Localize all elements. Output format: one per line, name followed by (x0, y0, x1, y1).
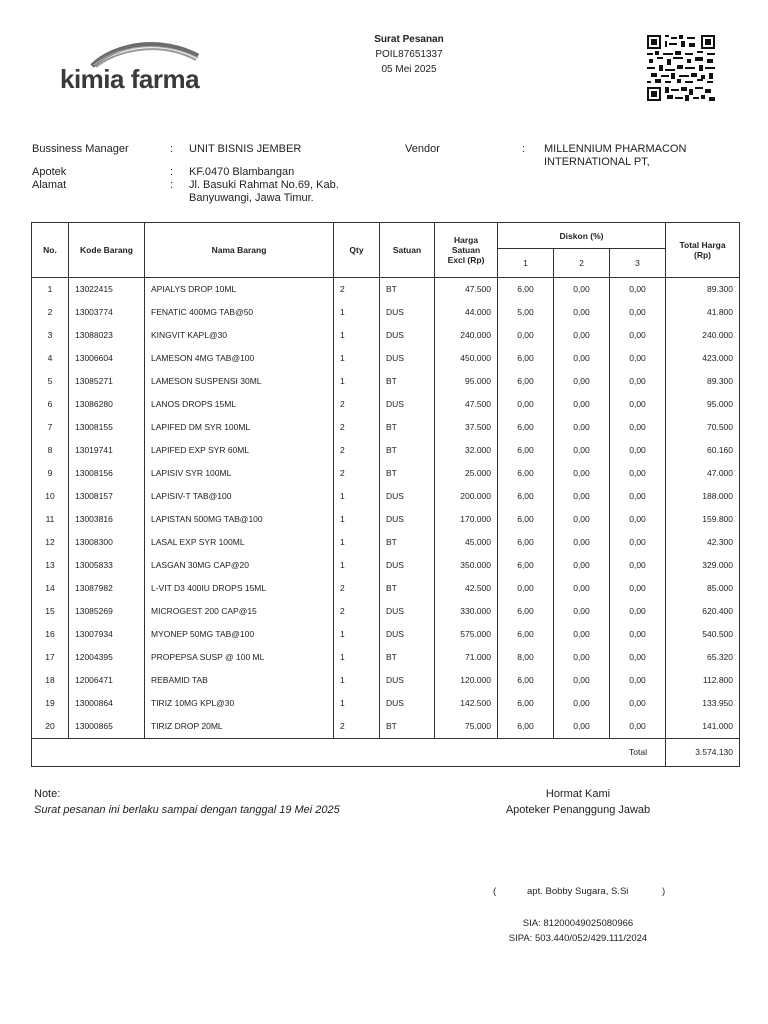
table-row (32, 646, 740, 669)
cell-harga: 170.000 (435, 508, 498, 531)
cell-no: 17 (32, 646, 69, 669)
cell-nama: LAPIFED EXP SYR 60ML (145, 439, 334, 462)
cell-kode: 12004395 (69, 646, 145, 669)
pharmacist-name: apt. Bobby Sugara, S.Si (527, 886, 629, 897)
table-row (32, 462, 740, 485)
cell-total: 540.500 (666, 623, 740, 646)
cell-total: 240.000 (666, 324, 740, 347)
cell-d1: 6,00 (498, 485, 554, 508)
cell-nama: MYONEP 50MG TAB@100 (145, 623, 334, 646)
cell-d1: 5,00 (498, 301, 554, 324)
cell-d2: 0,00 (554, 715, 610, 738)
cell-no: 4 (32, 347, 69, 370)
signature-section (478, 786, 678, 818)
cell-d1: 0,00 (498, 393, 554, 416)
cell-no: 9 (32, 462, 69, 485)
cell-d3: 0,00 (610, 600, 666, 623)
cell-d1: 0,00 (498, 324, 554, 347)
cell-d2: 0,00 (554, 531, 610, 554)
cell-total: 620.400 (666, 600, 740, 623)
cell-harga: 350.000 (435, 554, 498, 577)
cell-harga: 200.000 (435, 485, 498, 508)
cell-d3: 0,00 (610, 393, 666, 416)
cell-qty: 2 (334, 462, 380, 485)
cell-qty: 1 (334, 623, 380, 646)
cell-total: 47.000 (666, 462, 740, 485)
col-header-no: No. (32, 223, 69, 278)
cell-nama: APIALYS DROP 10ML (145, 278, 334, 301)
cell-d3: 0,00 (610, 301, 666, 324)
cell-qty: 1 (334, 646, 380, 669)
cell-satuan: DUS (380, 485, 435, 508)
cell-no: 15 (32, 600, 69, 623)
cell-harga: 37.500 (435, 416, 498, 439)
table-row (32, 439, 740, 462)
cell-satuan: DUS (380, 393, 435, 416)
colon: : (170, 166, 174, 178)
cell-d1: 6,00 (498, 623, 554, 646)
cell-satuan: DUS (380, 623, 435, 646)
cell-d2: 0,00 (554, 278, 610, 301)
cell-kode: 13022415 (69, 278, 145, 301)
total-label: Total (32, 738, 666, 766)
cell-nama: FENATIC 400MG TAB@50 (145, 301, 334, 324)
cell-qty: 1 (334, 301, 380, 324)
cell-no: 13 (32, 554, 69, 577)
cell-d2: 0,00 (554, 669, 610, 692)
cell-d2: 0,00 (554, 577, 610, 600)
cell-qty: 1 (334, 370, 380, 393)
cell-total: 42.300 (666, 531, 740, 554)
cell-nama: TIRIZ 10MG KPL@30 (145, 692, 334, 715)
cell-nama: LAMESON SUSPENSI 30ML (145, 370, 334, 393)
logo-text: kimia farma (60, 64, 200, 94)
cell-d1: 6,00 (498, 669, 554, 692)
col-header-harga: Harga Satuan Excl (Rp) (435, 223, 498, 278)
cell-d1: 6,00 (498, 462, 554, 485)
col-header-qty: Qty (334, 223, 380, 278)
cell-total: 423.000 (666, 347, 740, 370)
alamat-value: Jl. Basuki Rahmat No.69, Kab. Banyuwangi, Jawa Timur. (189, 179, 339, 204)
cell-satuan: DUS (380, 508, 435, 531)
cell-nama: L-VIT D3 400IU DROPS 15ML (145, 577, 334, 600)
cell-d1: 6,00 (498, 531, 554, 554)
cell-nama: LASAL EXP SYR 100ML (145, 531, 334, 554)
cell-satuan: DUS (380, 692, 435, 715)
apotek-label: Apotek (32, 166, 67, 178)
cell-d2: 0,00 (554, 508, 610, 531)
colon: : (522, 143, 526, 155)
cell-nama: LAMESON 4MG TAB@100 (145, 347, 334, 370)
table-row (32, 485, 740, 508)
cell-harga: 142.500 (435, 692, 498, 715)
colon: : (170, 179, 174, 191)
cell-d3: 0,00 (610, 531, 666, 554)
cell-d1: 6,00 (498, 370, 554, 393)
table-row (32, 301, 740, 324)
cell-d1: 6,00 (498, 554, 554, 577)
qr-code-icon (647, 35, 715, 101)
cell-harga: 45.000 (435, 531, 498, 554)
cell-satuan: DUS (380, 669, 435, 692)
cell-harga: 32.000 (435, 439, 498, 462)
cell-kode: 13085269 (69, 600, 145, 623)
cell-d2: 0,00 (554, 554, 610, 577)
cell-d1: 6,00 (498, 439, 554, 462)
table-row (32, 393, 740, 416)
cell-total: 89.300 (666, 278, 740, 301)
table-row (32, 531, 740, 554)
cell-total: 70.500 (666, 416, 740, 439)
signature-role: Apoteker Penanggung Jawab (505, 804, 651, 816)
cell-satuan: DUS (380, 347, 435, 370)
vendor-label: Vendor (405, 143, 440, 155)
document-date: 05 Mei 2025 (381, 64, 437, 75)
note-label: Note: (34, 788, 61, 800)
document-number: POIL87651337 (375, 49, 443, 60)
cell-harga: 75.000 (435, 715, 498, 738)
cell-satuan: BT (380, 577, 435, 600)
cell-d2: 0,00 (554, 462, 610, 485)
cell-d1: 0,00 (498, 577, 554, 600)
cell-satuan: BT (380, 715, 435, 738)
cell-kode: 12006471 (69, 669, 145, 692)
cell-harga: 42.500 (435, 577, 498, 600)
alamat-label: Alamat (32, 179, 67, 191)
cell-kode: 13019741 (69, 439, 145, 462)
cell-no: 10 (32, 485, 69, 508)
cell-kode: 13085271 (69, 370, 145, 393)
cell-qty: 1 (334, 669, 380, 692)
cell-satuan: DUS (380, 324, 435, 347)
cell-qty: 1 (334, 692, 380, 715)
cell-qty: 1 (334, 508, 380, 531)
cell-d3: 0,00 (610, 692, 666, 715)
cell-no: 11 (32, 508, 69, 531)
table-row (32, 347, 740, 370)
apotek-value: KF.0470 Blambangan (189, 166, 295, 178)
cell-d3: 0,00 (610, 324, 666, 347)
document-title: Surat Pesanan (374, 34, 444, 45)
cell-d3: 0,00 (610, 646, 666, 669)
cell-total: 329.000 (666, 554, 740, 577)
cell-harga: 120.000 (435, 669, 498, 692)
cell-satuan: BT (380, 370, 435, 393)
cell-d1: 6,00 (498, 600, 554, 623)
table-row (32, 577, 740, 600)
cell-no: 1 (32, 278, 69, 301)
cell-d3: 0,00 (610, 577, 666, 600)
cell-total: 89.300 (666, 370, 740, 393)
cell-kode: 13086280 (69, 393, 145, 416)
cell-harga: 575.000 (435, 623, 498, 646)
cell-no: 20 (32, 715, 69, 738)
signature-greeting: Hormat Kami (545, 788, 611, 800)
total-value: 3.574.130 (666, 738, 740, 766)
cell-d3: 0,00 (610, 347, 666, 370)
cell-total: 60.160 (666, 439, 740, 462)
cell-total: 188.000 (666, 485, 740, 508)
table-row (32, 278, 740, 301)
cell-qty: 2 (334, 715, 380, 738)
cell-nama: LAPISTAN 500MG TAB@100 (145, 508, 334, 531)
paren-close: ) (662, 886, 666, 897)
cell-harga: 25.000 (435, 462, 498, 485)
cell-d2: 0,00 (554, 692, 610, 715)
cell-d3: 0,00 (610, 462, 666, 485)
cell-kode: 13000864 (69, 692, 145, 715)
table-row (32, 554, 740, 577)
cell-harga: 95.000 (435, 370, 498, 393)
cell-harga: 330.000 (435, 600, 498, 623)
cell-harga: 47.500 (435, 278, 498, 301)
cell-kode: 13088023 (69, 324, 145, 347)
cell-d3: 0,00 (610, 278, 666, 301)
note-section (34, 786, 340, 818)
table-row (32, 600, 740, 623)
note-text: Surat pesanan ini berlaku sampai dengan tanggal 19 Mei 2025 (34, 804, 340, 816)
cell-d1: 8,00 (498, 646, 554, 669)
cell-qty: 2 (334, 278, 380, 301)
cell-qty: 2 (334, 600, 380, 623)
order-info-left (32, 143, 392, 213)
cell-d3: 0,00 (610, 370, 666, 393)
cell-harga: 44.000 (435, 301, 498, 324)
cell-total: 159.800 (666, 508, 740, 531)
cell-d2: 0,00 (554, 301, 610, 324)
cell-qty: 2 (334, 439, 380, 462)
cell-total: 141.000 (666, 715, 740, 738)
cell-qty: 2 (334, 577, 380, 600)
sipa-number: SIPA: 503.440/052/429.111/2024 (508, 933, 648, 944)
cell-nama: REBAMID TAB (145, 669, 334, 692)
cell-total: 95.000 (666, 393, 740, 416)
cell-no: 19 (32, 692, 69, 715)
col-header-diskon-1: 1 (498, 249, 554, 278)
cell-nama: TIRIZ DROP 20ML (145, 715, 334, 738)
cell-qty: 1 (334, 347, 380, 370)
cell-harga: 71.000 (435, 646, 498, 669)
cell-d1: 6,00 (498, 347, 554, 370)
cell-d1: 6,00 (498, 508, 554, 531)
cell-harga: 47.500 (435, 393, 498, 416)
cell-qty: 1 (334, 324, 380, 347)
company-logo (60, 38, 225, 94)
cell-satuan: DUS (380, 301, 435, 324)
cell-kode: 13008157 (69, 485, 145, 508)
cell-nama: LAPISIV-T TAB@100 (145, 485, 334, 508)
cell-satuan: BT (380, 462, 435, 485)
col-header-kode: Kode Barang (69, 223, 145, 278)
col-header-diskon-3: 3 (610, 249, 666, 278)
cell-d2: 0,00 (554, 646, 610, 669)
cell-d1: 6,00 (498, 416, 554, 439)
cell-no: 14 (32, 577, 69, 600)
table-row (32, 692, 740, 715)
cell-satuan: DUS (380, 554, 435, 577)
cell-no: 2 (32, 301, 69, 324)
table-row (32, 715, 740, 738)
cell-d1: 6,00 (498, 278, 554, 301)
cell-kode: 13006604 (69, 347, 145, 370)
cell-nama: MICROGEST 200 CAP@15 (145, 600, 334, 623)
cell-no: 3 (32, 324, 69, 347)
cell-satuan: BT (380, 646, 435, 669)
business-manager-value: UNIT BISNIS JEMBER (189, 143, 302, 155)
table-row (32, 416, 740, 439)
cell-satuan: BT (380, 416, 435, 439)
cell-qty: 1 (334, 485, 380, 508)
cell-nama: LASGAN 30MG CAP@20 (145, 554, 334, 577)
cell-qty: 1 (334, 554, 380, 577)
table-row (32, 324, 740, 347)
cell-d2: 0,00 (554, 439, 610, 462)
cell-d1: 6,00 (498, 692, 554, 715)
cell-satuan: DUS (380, 600, 435, 623)
cell-d3: 0,00 (610, 416, 666, 439)
cell-nama: PROPEPSA SUSP @ 100 ML (145, 646, 334, 669)
cell-no: 5 (32, 370, 69, 393)
cell-d2: 0,00 (554, 370, 610, 393)
cell-no: 7 (32, 416, 69, 439)
cell-total: 65.320 (666, 646, 740, 669)
table-row (32, 669, 740, 692)
cell-kode: 13008155 (69, 416, 145, 439)
col-header-total: Total Harga (Rp) (666, 223, 740, 278)
business-manager-label: Bussiness Manager (32, 143, 129, 155)
table-row (32, 623, 740, 646)
cell-total: 41.800 (666, 301, 740, 324)
document-header (309, 32, 509, 77)
cell-d2: 0,00 (554, 623, 610, 646)
cell-d3: 0,00 (610, 715, 666, 738)
cell-kode: 13007934 (69, 623, 145, 646)
cell-d2: 0,00 (554, 324, 610, 347)
cell-d3: 0,00 (610, 669, 666, 692)
cell-kode: 13008300 (69, 531, 145, 554)
cell-total: 112.800 (666, 669, 740, 692)
cell-d2: 0,00 (554, 393, 610, 416)
table-row (32, 508, 740, 531)
table-row (32, 370, 740, 393)
cell-no: 6 (32, 393, 69, 416)
cell-d3: 0,00 (610, 439, 666, 462)
cell-nama: KINGVIT KAPL@30 (145, 324, 334, 347)
cell-d3: 0,00 (610, 485, 666, 508)
cell-qty: 1 (334, 531, 380, 554)
cell-kode: 13003816 (69, 508, 145, 531)
cell-qty: 2 (334, 393, 380, 416)
cell-no: 8 (32, 439, 69, 462)
cell-nama: LAPISIV SYR 100ML (145, 462, 334, 485)
cell-nama: LAPIFED DM SYR 100ML (145, 416, 334, 439)
cell-satuan: BT (380, 278, 435, 301)
cell-nama: LANOS DROPS 15ML (145, 393, 334, 416)
cell-d2: 0,00 (554, 600, 610, 623)
cell-d3: 0,00 (610, 508, 666, 531)
col-header-diskon-2: 2 (554, 249, 610, 278)
cell-no: 18 (32, 669, 69, 692)
cell-d3: 0,00 (610, 554, 666, 577)
cell-total: 133.950 (666, 692, 740, 715)
cell-total: 85.000 (666, 577, 740, 600)
order-info-right (405, 143, 725, 183)
cell-d3: 0,00 (610, 623, 666, 646)
sia-number: SIA: 81200049025080966 (522, 918, 634, 929)
vendor-value: MILLENNIUM PHARMACON INTERNATIONAL PT, (544, 143, 687, 168)
paren-open: ( (493, 886, 497, 897)
cell-harga: 240.000 (435, 324, 498, 347)
colon: : (170, 143, 174, 155)
cell-d2: 0,00 (554, 485, 610, 508)
pharmacist-licenses (478, 916, 678, 946)
cell-qty: 2 (334, 416, 380, 439)
cell-kode: 13003774 (69, 301, 145, 324)
cell-kode: 13087982 (69, 577, 145, 600)
col-header-nama: Nama Barang (145, 223, 334, 278)
cell-d2: 0,00 (554, 347, 610, 370)
order-items-table (31, 222, 740, 767)
cell-kode: 13005833 (69, 554, 145, 577)
cell-satuan: BT (380, 531, 435, 554)
cell-satuan: BT (380, 439, 435, 462)
cell-no: 16 (32, 623, 69, 646)
cell-kode: 13008156 (69, 462, 145, 485)
cell-d1: 6,00 (498, 715, 554, 738)
col-header-satuan: Satuan (380, 223, 435, 278)
cell-kode: 13000865 (69, 715, 145, 738)
cell-harga: 450.000 (435, 347, 498, 370)
cell-d2: 0,00 (554, 416, 610, 439)
cell-no: 12 (32, 531, 69, 554)
col-header-diskon: Diskon (%) (498, 223, 666, 249)
